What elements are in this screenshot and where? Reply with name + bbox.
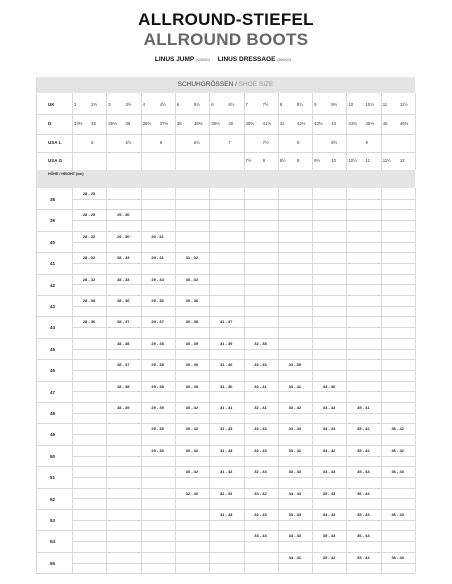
row-divider [36, 338, 415, 339]
fit-range-cell: 30 - 42 [185, 469, 199, 475]
fit-range-cell: 36 - 42 [391, 447, 404, 453]
product-line [0, 56, 452, 63]
size-cell: 42⅔ [296, 121, 306, 126]
row-divider [36, 274, 415, 275]
fit-range-cell: 29 - 38 [151, 383, 164, 389]
height-value: 50 [50, 453, 56, 459]
size-cell: 10½ [348, 158, 357, 163]
fit-range-cell: 36 - 42 [391, 426, 404, 432]
fit-range-cell: 33 - 43 [288, 426, 302, 432]
height-value: 49 [50, 432, 56, 438]
column-divider [381, 188, 382, 573]
column-divider [415, 93, 416, 170]
size-row-label: USA L [48, 140, 62, 145]
fit-range-cell: 28 - 37 [117, 362, 130, 368]
column-divider [209, 188, 210, 573]
fit-range-cell: 34 - 43 [322, 512, 336, 517]
fit-range-cell: 28 - 38 [117, 383, 130, 389]
column-divider [106, 93, 107, 170]
size-cell: 7½ [262, 101, 269, 107]
shoe-size-label-en: SHOE SIZE [236, 81, 274, 88]
size-cell: 6½ [194, 140, 201, 145]
row-divider [36, 488, 415, 489]
fit-range-cell: 28 - 32 [82, 276, 96, 282]
size-cell: 4½ [159, 101, 166, 107]
size-cell: 3½ [125, 101, 132, 107]
row-divider [36, 573, 415, 574]
fit-range-cell: 28 - 35 [82, 298, 96, 303]
fit-range-cell: 33 - 43 [254, 533, 267, 539]
fit-range-cell: 33 - 42 [254, 490, 267, 496]
fit-range-cell: 35 - 43 [357, 469, 370, 475]
height-value: 38 [50, 197, 56, 202]
size-cell: 11½ [399, 101, 408, 107]
fit-range-cell: 32 - 38 [254, 340, 267, 346]
fit-range-cell: 31 - 39 [219, 340, 233, 346]
fit-range-cell: 33 - 39 [288, 362, 302, 368]
size-cell: 9 [365, 140, 368, 145]
row-divider [36, 295, 415, 296]
fit-range-cell: 32 - 40 [185, 490, 199, 496]
fit-range-cell: 30 - 39 [185, 383, 199, 389]
row-divider [36, 530, 415, 531]
size-cell: 9 [314, 101, 317, 107]
column-divider [244, 93, 245, 170]
fit-range-cell: 35 - 43 [322, 490, 336, 496]
fit-range-cell: 32 - 41 [254, 405, 267, 410]
column-divider [312, 93, 313, 170]
size-row-label: D [48, 121, 52, 126]
height-value: 43 [50, 304, 56, 309]
size-cell: 45⅓ [365, 121, 374, 126]
fit-range-cell: 34 - 43 [288, 490, 302, 496]
fit-range-cell: 30 - 32 [185, 276, 199, 282]
fit-range-cell: 30 - 42 [185, 405, 199, 410]
fit-range-cell: 34 - 42 [322, 405, 336, 410]
fit-range-cell: 32 - 43 [254, 469, 267, 475]
column-divider [72, 93, 73, 170]
fit-range-cell: 28 - 32 [82, 255, 96, 261]
fit-range-cell: 29 - 30 [117, 212, 130, 218]
fit-range-cell: 29 - 36 [151, 298, 164, 303]
height-value: 48 [50, 411, 56, 416]
fit-range-cell: 33 - 41 [288, 383, 302, 389]
size-cell: 3 [108, 101, 111, 107]
fit-range-cell: 34 - 43 [322, 469, 336, 475]
size-cell: 11 [382, 101, 388, 107]
height-value: 41 [50, 261, 56, 267]
size-cell: 8½ [279, 158, 286, 163]
size-cell: 44 [331, 121, 337, 126]
height-value: 45 [50, 346, 56, 352]
column-divider [381, 93, 382, 170]
shoe-size-band [36, 77, 415, 93]
size-cell: 10 [331, 158, 337, 163]
size-cell: 40 [228, 121, 234, 126]
fit-range-cell: 31 - 40 [219, 383, 233, 389]
size-cell: 5½ [125, 140, 132, 145]
fit-range-cell: 32 - 43 [254, 426, 267, 432]
fit-range-cell: 34 - 43 [322, 426, 336, 432]
fit-range-cell: 30 - 38 [185, 319, 199, 325]
size-cell: 9½ [331, 101, 338, 107]
fit-range-cell: 31 - 40 [219, 362, 233, 368]
size-cell: 7 [245, 101, 248, 107]
fit-range-cell: 28 - 36 [82, 319, 96, 325]
row-divider [36, 509, 415, 510]
fit-range-cell: 30 - 39 [185, 340, 199, 346]
column-divider [175, 188, 176, 573]
fit-range-cell: 35 - 43 [322, 533, 336, 539]
size-cell: 2½ [91, 101, 98, 107]
title-german: ALLROUND-STIEFEL [138, 10, 314, 29]
fit-range-cell: 35 - 42 [357, 447, 370, 453]
fit-range-cell: 29 - 39 [151, 426, 164, 432]
fit-range-cell: 34 - 42 [322, 447, 336, 453]
fit-range-cell: 29 - 38 [151, 362, 164, 368]
fit-range-cell: 28 - 29 [82, 191, 96, 196]
column-divider [346, 188, 347, 573]
row-divider [36, 466, 415, 467]
row-divider [36, 402, 415, 403]
fit-range-cell: 29 - 37 [151, 319, 164, 325]
fit-range-cell: 32 - 40 [254, 362, 267, 368]
size-cell: 34⅔ [74, 121, 83, 126]
fit-range-cell: 32 - 43 [254, 447, 267, 453]
size-cell: 46⅔ [399, 121, 409, 126]
fit-range-cell: 29 - 39 [151, 405, 164, 410]
height-band [36, 170, 415, 188]
size-cell: 12 [399, 158, 405, 163]
fit-range-cell: 29 - 38 [151, 340, 164, 346]
title-english: ALLROUND BOOTS [143, 30, 309, 49]
fit-range-cell: 29 - 31 [151, 255, 164, 261]
size-cell: 9 [296, 158, 300, 163]
column-divider [346, 93, 347, 170]
size-cell: 5 [176, 101, 180, 107]
fit-range-cell: 30 - 31 [151, 233, 164, 239]
fit-range-cell: 32 - 41 [254, 383, 267, 389]
fit-range-cell: 29 - 30 [117, 233, 130, 239]
fit-range-cell: 35 - 43 [357, 512, 370, 517]
column-divider [278, 93, 279, 170]
size-cell: 6 [211, 101, 214, 107]
fit-range-cell: 34 - 40 [322, 383, 336, 389]
size-cell: 41⅓ [262, 121, 272, 126]
column-divider [312, 188, 313, 573]
row-divider [36, 114, 415, 115]
row-divider [36, 134, 415, 135]
row-divider [36, 209, 415, 210]
height-value: 55 [50, 560, 56, 566]
fit-range-cell: 30 - 39 [185, 362, 199, 368]
row-divider [36, 252, 415, 253]
column-divider [72, 188, 73, 573]
row-divider [36, 552, 415, 553]
height-value: 53 [50, 518, 56, 523]
fit-range-cell: 28 - 33 [117, 255, 130, 261]
size-cell: 6½ [228, 101, 235, 107]
fit-range-cell: 33 - 42 [288, 405, 302, 410]
fit-range-cell: 30 - 42 [185, 447, 199, 453]
fit-range-cell: 31 - 43 [219, 447, 233, 453]
fit-range-cell: 31 - 43 [219, 426, 233, 432]
fit-range-cell: 35 - 42 [357, 426, 370, 432]
fit-range-cell: 28 - 29 [82, 212, 96, 218]
row-divider [36, 423, 415, 424]
fit-range-cell: 36 - 43 [357, 490, 370, 496]
size-cell: 8½ [331, 140, 338, 145]
product-2-code: (88000) [277, 57, 292, 62]
height-value: 54 [50, 539, 56, 545]
product-1-name: LINUS JUMP [154, 56, 195, 63]
row-divider [36, 152, 415, 153]
size-cell: 8 [262, 158, 266, 163]
size-cell: 7 [228, 140, 231, 145]
size-cell: 42 [279, 121, 285, 126]
size-cell: 7½ [262, 140, 269, 145]
height-value: 40 [50, 239, 56, 245]
fit-range-cell: 33 - 43 [288, 512, 302, 517]
size-cell: 11 [365, 158, 371, 163]
fit-range-cell: 36 - 43 [391, 469, 404, 475]
row-divider [36, 316, 415, 317]
fit-range-cell: 31 - 32 [185, 255, 199, 261]
size-cell: 9½ [314, 158, 321, 163]
size-cell: 37⅓ [159, 121, 169, 126]
row-divider [36, 445, 415, 446]
size-cell: 8 [296, 140, 300, 145]
size-cell: 10 [348, 101, 354, 107]
size-cell: 4 [142, 101, 145, 107]
size-cell: 46 [382, 121, 388, 126]
row-divider [36, 381, 415, 382]
fit-range-cell: 30 - 42 [185, 426, 199, 432]
height-value: 39 [50, 218, 56, 224]
height-value: 51 [50, 475, 56, 481]
size-cell: 8½ [296, 101, 303, 107]
size-cell: 40⅔ [245, 121, 254, 126]
row-divider [36, 231, 415, 232]
column-divider [141, 93, 142, 170]
size-cell: 39⅓ [211, 121, 220, 126]
column-divider [278, 188, 279, 573]
fit-range-cell: 28 - 36 [117, 298, 130, 303]
fit-range-cell: 29 - 39 [151, 447, 164, 453]
height-header: HÖHE / HEIGHT (cm) [48, 172, 84, 176]
size-cell: 8 [279, 101, 283, 107]
fit-range-cell: 35 - 41 [357, 405, 370, 410]
height-value: 44 [50, 325, 56, 331]
fit-range-cell: 35 - 43 [357, 554, 370, 560]
fit-range-cell: 28 - 32 [82, 233, 96, 239]
fit-range-cell: 28 - 37 [117, 319, 130, 325]
fit-range-cell: 30 - 36 [185, 298, 199, 303]
column-divider [175, 93, 176, 170]
column-divider [415, 188, 416, 573]
size-cell: 43⅓ [314, 121, 323, 126]
fit-range-cell: 36 - 43 [391, 512, 404, 517]
fit-range-cell: 35 - 42 [322, 554, 336, 560]
column-divider [244, 188, 245, 573]
row-divider [36, 359, 415, 360]
column-divider [209, 93, 210, 170]
size-cell: 5½ [194, 101, 201, 107]
column-divider [141, 188, 142, 573]
size-cell: 38 [176, 121, 182, 126]
product-2-name: LINUS DRESSAGE [217, 56, 276, 63]
size-cell: 38⅔ [194, 121, 203, 126]
size-cell: 11½ [382, 158, 391, 163]
fit-range-cell: 28 - 33 [117, 276, 130, 282]
height-value: 42 [50, 282, 56, 288]
size-cell: 35 [91, 121, 96, 126]
fit-range-cell: 31 - 41 [219, 405, 233, 410]
fit-range-cell: 31 - 43 [219, 469, 233, 475]
height-value: 52 [50, 496, 56, 502]
fit-range-cell: 34 - 41 [288, 554, 302, 560]
fit-range-cell: 28 - 39 [117, 405, 130, 410]
size-cell: 44⅔ [348, 121, 357, 126]
size-cell: 5 [91, 140, 94, 145]
fit-range-cell: 32 - 43 [219, 490, 233, 496]
fit-range-cell: 33 - 43 [288, 469, 302, 475]
size-cell: 10½ [365, 101, 374, 107]
size-cell: 36 [125, 121, 131, 126]
fit-range-cell: 28 - 38 [117, 340, 130, 346]
size-row-label: UK [48, 101, 55, 107]
fit-range-cell: 36 - 43 [357, 533, 370, 539]
fit-range-cell: 32 - 43 [254, 512, 267, 517]
column-divider [106, 188, 107, 573]
size-cell: 2 [74, 101, 77, 107]
size-cell: 35⅓ [108, 121, 117, 126]
size-row-label: USA G [48, 158, 63, 163]
fit-range-cell: 29 - 34 [151, 276, 164, 282]
fit-range-cell: 34 - 43 [288, 533, 302, 539]
size-cell: 6 [159, 140, 163, 145]
fit-range-cell: 31 - 37 [219, 319, 233, 325]
height-value: 47 [50, 389, 56, 395]
height-value: 46 [50, 368, 56, 374]
fit-range-cell: 31 - 43 [219, 512, 233, 517]
shoe-size-label-de: SCHUHGRÖSSEN / [177, 81, 237, 88]
fit-range-cell: 33 - 42 [288, 447, 302, 453]
table-left-border [36, 77, 37, 573]
product-1-code: (94000) [196, 57, 210, 62]
size-cell: 36⅔ [142, 121, 151, 126]
fit-range-cell: 36 - 43 [391, 554, 404, 560]
size-cell: 7½ [245, 158, 252, 163]
